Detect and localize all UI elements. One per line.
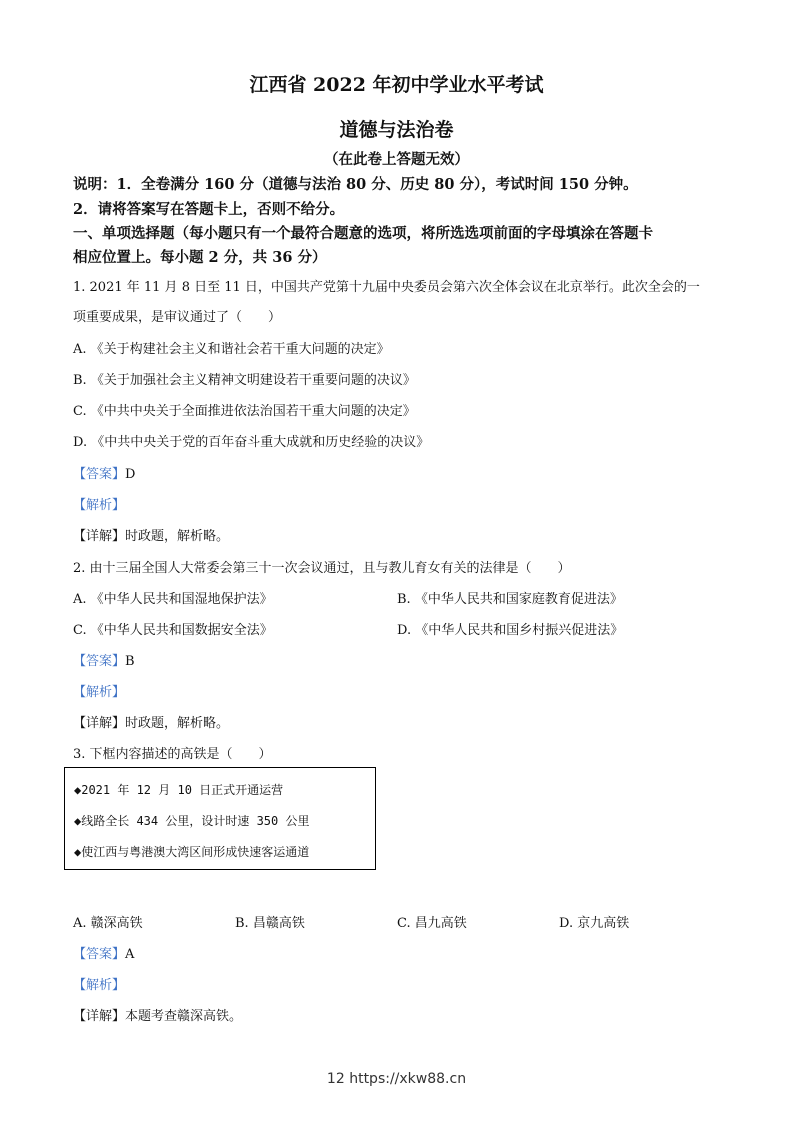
detail-label: 【详解】 [73,716,126,731]
answer-value: B [125,654,135,669]
q1-option-b: B. 《关于加强社会主义精神文明建设若干重要问题的决议》 [73,373,416,388]
q2-answer [73,650,135,669]
q2-option-d: D. 《中华人民共和国乡村振兴促进法》 [397,623,624,638]
q3-option-d: D. 京九高铁 [559,916,630,931]
detail-text: 时政题，解析略。 [125,716,230,731]
page-number: 12 [326,1071,345,1087]
q3-box-line-1: ◆2021 年 12 月 10 日正式开通运营 [74,783,284,797]
section-heading-line-1: 一、单项选择题（每小题只有一个最符合题意的选项，将所选选项前面的字母填涂在答题卡 [73,225,653,242]
q1-detail [73,525,229,544]
q2-option-a: A. 《中华人民共和国湿地保护法》 [73,592,273,607]
q2-stem: 2. 由十三届全国人大常委会第三十一次会议通过，且与教儿育女有关的法律是（ ） [73,561,571,576]
answer-value: D [125,467,136,482]
footer-url[interactable]: https://xkw88.cn [349,1071,467,1087]
section-heading-line-2: 相应位置上。每小题 2 分，共 36 分） [73,249,327,266]
q3-option-a: A. 赣深高铁 [73,916,143,931]
q3-box-line-2: ◆线路全长 434 公里，设计时速 350 公里 [74,814,310,828]
detail-text: 时政题，解析略。 [125,529,230,544]
instruction-line-1: 说明：1．全卷满分 160 分（道德与法治 80 分、历史 80 分），考试时间 150 分钟。 [73,176,638,193]
answer-value: A [125,947,135,962]
q2-option-c: C. 《中华人民共和国数据安全法》 [73,623,273,638]
detail-label: 【详解】 [73,1009,126,1024]
q3-answer [73,943,134,962]
exam-note: （在此卷上答题无效） [324,151,469,168]
q1-stem-line-2: 项重要成果，是审议通过了（ ） [73,310,282,325]
q2-option-b: B. 《中华人民共和国家庭教育促进法》 [397,592,623,607]
exam-title: 江西省 2022 年初中学业水平考试 [249,74,544,96]
q3-stem: 3. 下框内容描述的高铁是（ ） [73,747,272,762]
q3-box-line-3: ◆使江西与粤港澳大湾区间形成快速客运通道 [74,845,310,859]
q3-option-c: C. 昌九高铁 [397,916,467,931]
q1-answer [73,463,135,482]
answer-label: 【答案】 [73,654,126,669]
q1-option-d: D. 《中共中央关于党的百年奋斗重大成就和历史经验的决议》 [73,435,430,450]
q3-option-b: B. 昌赣高铁 [235,916,305,931]
q3-detail [73,1005,242,1024]
q1-option-a: A. 《关于构建社会主义和谐社会若干重大问题的决定》 [73,342,390,357]
q1-analysis-label: 【解析】 [73,498,126,513]
answer-label: 【答案】 [73,947,126,962]
detail-label: 【详解】 [73,529,126,544]
instruction-line-2: 2．请将答案写在答题卡上，否则不给分。 [73,201,345,218]
detail-text: 本题考查赣深高铁。 [125,1009,243,1024]
q3-analysis-label: 【解析】 [73,978,126,993]
q1-stem-line-1: 1. 2021 年 11 月 8 日至 11 日，中国共产党第十九届中央委员会第六次全体会议在北京举行。此次全会的一 [73,280,700,295]
q3-info-box [64,767,376,870]
exam-subtitle: 道德与法治卷 [339,119,454,141]
q2-analysis-label: 【解析】 [73,685,126,700]
q1-option-c: C. 《中共中央关于全面推进依法治国若干重大问题的决定》 [73,404,416,419]
q2-detail [73,712,229,731]
page-footer [0,1071,793,1087]
answer-label: 【答案】 [73,467,126,482]
